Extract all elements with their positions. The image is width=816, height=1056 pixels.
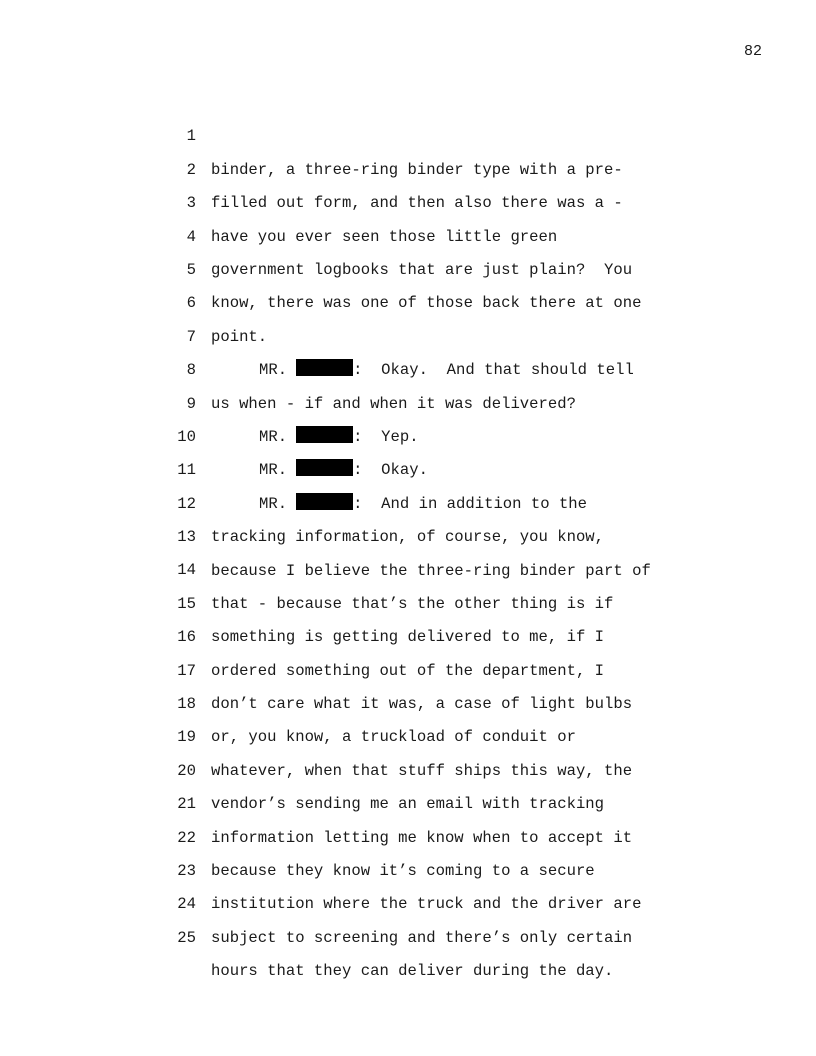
speaker-text: : Okay.	[353, 461, 428, 480]
speaker-label: MR.	[259, 427, 288, 446]
line-number: 23	[177, 862, 196, 880]
line-text: us when - if and when it was delivered?	[211, 394, 576, 413]
line-number: 18	[177, 695, 196, 714]
line-number: 15	[177, 594, 196, 613]
line-text: because they know it’s coming to a secure	[211, 862, 595, 881]
line-number: 25	[177, 928, 196, 947]
line-text: or, you know, a truckload of conduit or	[211, 728, 576, 747]
page-number: 82	[743, 43, 762, 60]
line-text: that - because that’s the other thing is if	[211, 594, 614, 613]
line-text: ordered something out of the department, I	[211, 661, 605, 680]
line-number: 5	[186, 260, 196, 279]
line-text: vendor’s sending me an email with tracking	[211, 795, 605, 814]
line-number: 21	[177, 795, 196, 814]
line-number: 24	[177, 895, 196, 914]
line-number: 13	[177, 528, 196, 547]
line-number: 20	[177, 761, 196, 780]
line-text: tracking information, of course, you know,	[211, 528, 605, 547]
line-text: don’t care what it was, a case of light bulbs	[211, 695, 633, 714]
line-number: 12	[177, 494, 196, 513]
line-number: 11	[177, 461, 196, 480]
line-number: 17	[177, 661, 196, 680]
line-text: government logbooks that are just plain? You	[211, 260, 633, 279]
speaker-label: MR.	[259, 361, 288, 380]
line-text: because I believe the three-ring binder part of	[211, 561, 651, 580]
line-text: hours that they can deliver during the day.	[211, 962, 614, 981]
transcript-body	[0, 87, 816, 981]
line-number: 9	[186, 394, 196, 413]
line-number: 19	[177, 728, 196, 747]
line-number: 1	[186, 127, 196, 146]
line-number: 22	[177, 828, 196, 847]
line-text: something is getting delivered to me, if I	[211, 628, 605, 647]
speaker-text: : Okay. And that should tell	[353, 361, 634, 380]
transcript-line	[0, 87, 816, 179]
line-text: filled out form, and then also there was a -	[211, 194, 623, 213]
line-number: 16	[177, 628, 196, 647]
line-text: information letting me know when to accept it	[211, 828, 633, 847]
speaker-text: : Yep.	[353, 427, 419, 446]
line-number: 4	[186, 227, 196, 246]
line-text: institution where the truck and the driver are	[211, 895, 642, 914]
line-number: 3	[186, 194, 196, 213]
speaker-label: MR.	[259, 494, 288, 513]
line-number: 10	[177, 427, 196, 446]
line-number: 7	[186, 327, 196, 346]
line-text: know, there was one of those back there at one	[211, 294, 642, 313]
line-text: whatever, when that stuff ships this way, the	[211, 761, 633, 780]
line-text: have you ever seen those little green	[211, 227, 558, 246]
line-number: 2	[186, 160, 196, 179]
line-text: binder, a three-ring binder type with a pre-	[211, 160, 623, 179]
line-text: subject to screening and there’s only certain	[211, 928, 633, 947]
line-number: 8	[186, 361, 196, 380]
line-number: 14	[177, 561, 196, 580]
speaker-text: : And in addition to the	[353, 494, 588, 513]
line-number: 6	[186, 294, 196, 313]
line-text: point.	[211, 327, 268, 346]
speaker-label: MR.	[259, 461, 288, 480]
